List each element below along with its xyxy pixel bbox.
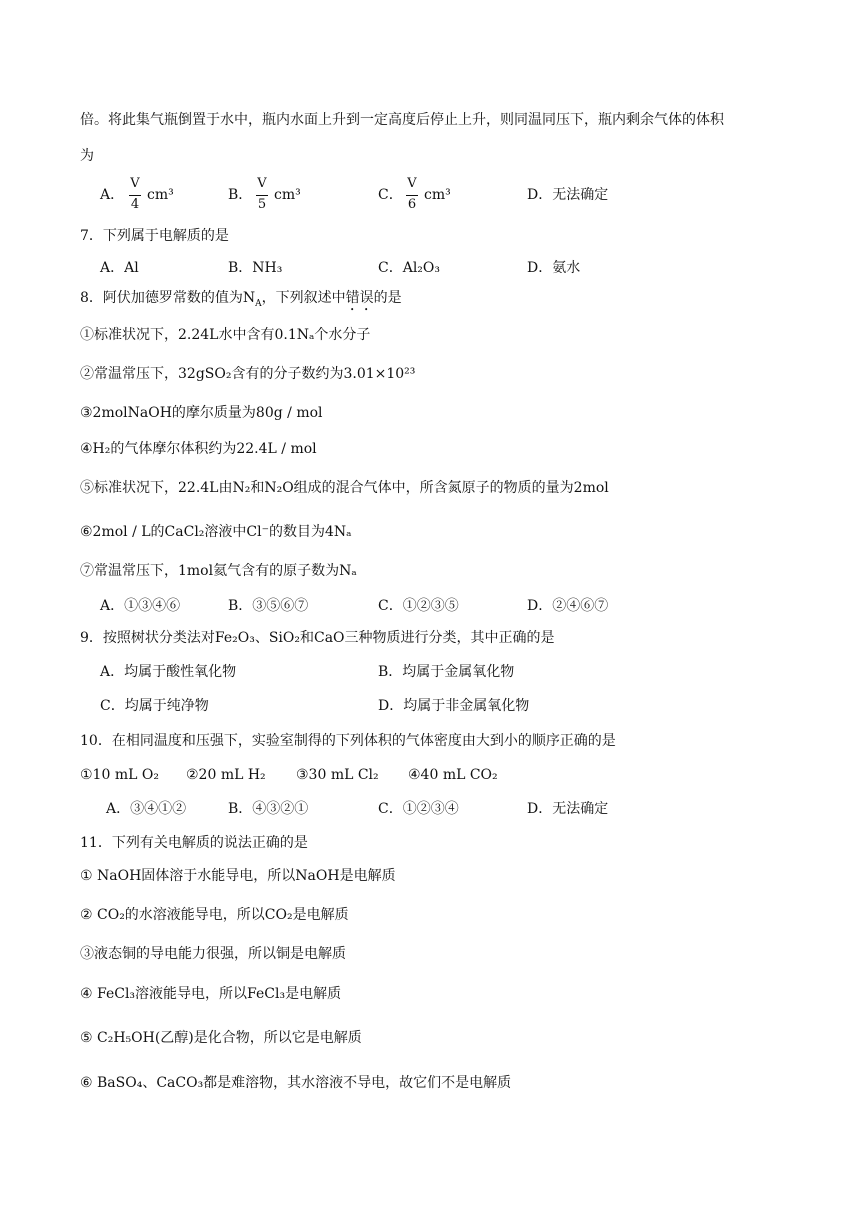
q7-option-c: C．Al₂O₃ bbox=[378, 260, 441, 276]
q6-option-a bbox=[100, 175, 124, 215]
fraction-denominator: 5 bbox=[257, 197, 267, 212]
q6-option-c-unit: cm³ bbox=[424, 187, 451, 203]
q8-option-a: A．①③④⑥ bbox=[100, 598, 181, 614]
q10-item-2: ②20 mL H₂ bbox=[186, 767, 266, 783]
q8-stem bbox=[80, 288, 402, 314]
q8-item-7: ⑦常温常压下，1mol氦气含有的原子数为Nₐ bbox=[80, 563, 357, 579]
q8-option-d: D．②④⑥⑦ bbox=[527, 598, 609, 614]
q8-stem-sub: A bbox=[255, 298, 262, 309]
option-letter: C． bbox=[378, 187, 403, 203]
q8-item-1: ①标准状况下，2.24L水中含有0.1Nₐ个水分子 bbox=[80, 327, 371, 343]
fraction-numerator: V bbox=[130, 176, 140, 191]
q8-item-2: ②常温常压下，32gSO₂含有的分子数约为3.01×10²³ bbox=[80, 366, 416, 382]
q11-item-6: ⑥ BaSO₄、CaCO₃都是难溶物，其水溶液不导电，故它们不是电解质 bbox=[80, 1075, 512, 1091]
q10-option-d: D．无法确定 bbox=[527, 801, 609, 817]
q10-option-a: A．③④①② bbox=[106, 801, 187, 817]
q9-option-d: D．均属于非金属氧化物 bbox=[378, 698, 530, 714]
q8-option-b: B．③⑤⑥⑦ bbox=[228, 598, 309, 614]
q10-stem: 10．在相同温度和压强下，实验室制得的下列体积的气体密度由大到小的顺序正确的是 bbox=[80, 733, 616, 749]
q11-item-2: ② CO₂的水溶液能导电，所以CO₂是电解质 bbox=[80, 907, 349, 923]
q10-item-4: ④40 mL CO₂ bbox=[408, 767, 498, 783]
q8-stem-mid: ，下列叙述中 bbox=[261, 290, 346, 306]
q11-stem: 11．下列有关电解质的说法正确的是 bbox=[80, 835, 308, 851]
fraction-numerator: V bbox=[407, 176, 417, 191]
fraction-denominator: 6 bbox=[407, 197, 417, 212]
q8-stem-post: 的是 bbox=[373, 290, 402, 306]
fraction-denominator: 4 bbox=[130, 197, 140, 212]
q7-option-a: A．Al bbox=[100, 260, 139, 276]
option-text: 无法确定 bbox=[552, 187, 609, 203]
q8-item-6: ⑥2mol / L的CaCl₂溶液中Cl⁻的数目为4Nₐ bbox=[80, 524, 352, 540]
q8-item-5: ⑤标准状况下，22.4L由N₂和N₂O组成的混合气体中，所含氮原子的物质的量为2mol bbox=[80, 480, 609, 496]
q10-option-c: C．①②③④ bbox=[378, 801, 459, 817]
q6-stem-line2: 为 bbox=[80, 148, 94, 164]
q11-item-3: ③液态铜的导电能力很强，所以铜是电解质 bbox=[80, 946, 346, 962]
q6-option-b bbox=[228, 175, 252, 215]
fraction-numerator: V bbox=[257, 176, 267, 191]
q10-option-b: B．④③②① bbox=[228, 801, 309, 817]
q6-option-d bbox=[527, 175, 608, 215]
q7-option-b: B．NH₃ bbox=[228, 260, 283, 276]
q7-option-d: D．氨水 bbox=[527, 260, 581, 276]
q9-option-a: A．均属于酸性氧化物 bbox=[100, 664, 237, 680]
q10-item-1: ①10 mL O₂ bbox=[80, 767, 159, 783]
q8-item-4: ④H₂的气体摩尔体积约为22.4L / mol bbox=[80, 441, 317, 457]
q9-option-c: C．均属于纯净物 bbox=[100, 698, 209, 714]
q6-option-a-unit: cm³ bbox=[147, 187, 174, 203]
q9-stem: 9．按照树状分类法对Fe₂O₃、SiO₂和CaO三种物质进行分类，其中正确的是 bbox=[80, 630, 555, 646]
option-letter: A． bbox=[100, 187, 125, 203]
q8-stem-emphasis: 错误 bbox=[345, 290, 374, 306]
q6-option-c bbox=[378, 175, 403, 215]
q11-item-4: ④ FeCl₃溶液能导电，所以FeCl₃是电解质 bbox=[80, 986, 342, 1002]
option-letter: B． bbox=[228, 187, 253, 203]
q9-option-b: B．均属于金属氧化物 bbox=[378, 664, 515, 680]
q11-item-5: ⑤ C₂H₅OH(乙醇)是化合物，所以它是电解质 bbox=[80, 1030, 362, 1046]
q11-item-1: ① NaOH固体溶于水能导电，所以NaOH是电解质 bbox=[80, 868, 396, 884]
q10-item-3: ③30 mL Cl₂ bbox=[296, 767, 379, 783]
q8-stem-pre: 8．阿伏加德罗常数的值为N bbox=[80, 290, 256, 306]
option-letter: D． bbox=[527, 187, 553, 203]
q6-stem-line1: 倍。将此集气瓶倒置于水中，瓶内水面上升到一定高度后停止上升，则同温同压下，瓶内剩余气体的体积 bbox=[80, 112, 724, 128]
q7-stem: 7．下列属于电解质的是 bbox=[80, 228, 229, 244]
q6-option-b-unit: cm³ bbox=[274, 187, 301, 203]
q8-item-3: ③2molNaOH的摩尔质量为80g / mol bbox=[80, 405, 323, 421]
q8-option-c: C．①②③⑤ bbox=[378, 598, 459, 614]
